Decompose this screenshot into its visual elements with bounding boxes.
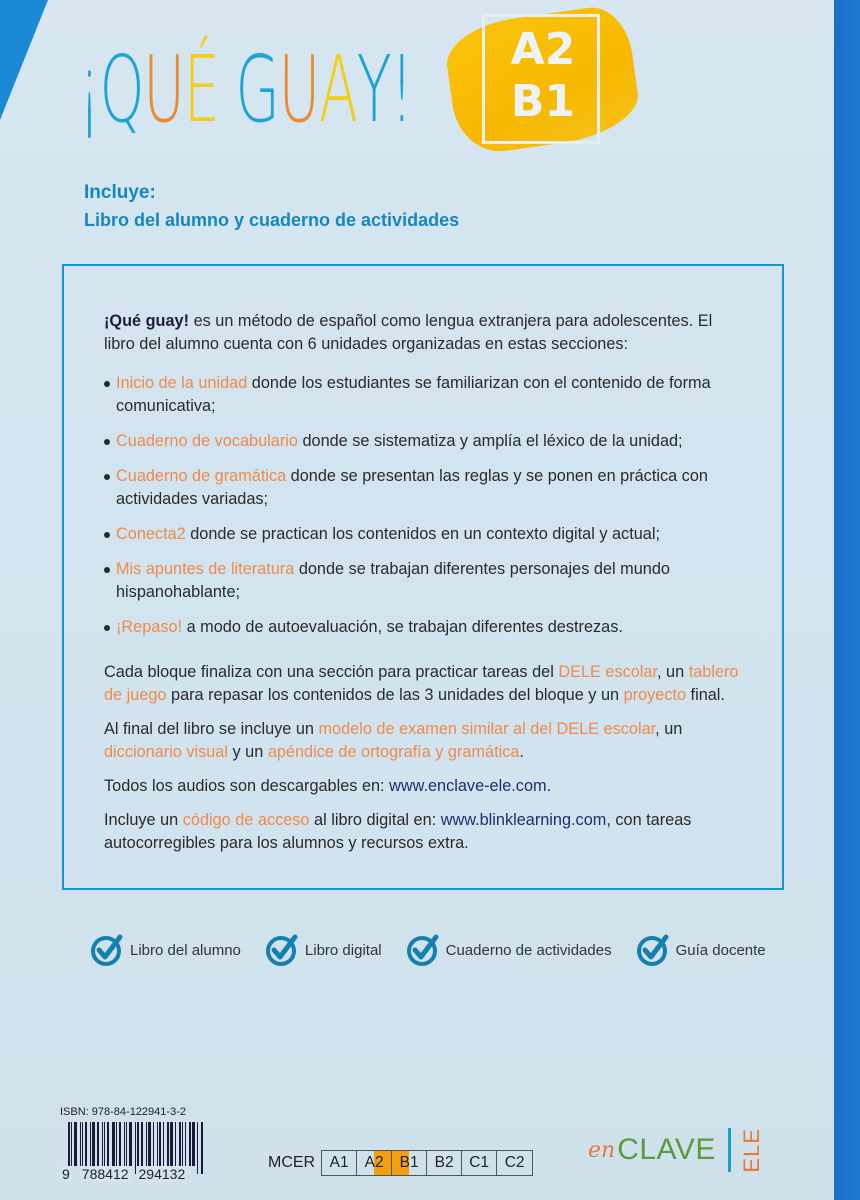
publisher-logo: en CLAVE ELE	[588, 1128, 764, 1173]
intro-brand: ¡Qué guay!	[104, 312, 190, 330]
includes-heading: Incluye:	[84, 182, 156, 203]
title-letter: Y	[356, 36, 391, 143]
title-letter: U	[143, 36, 184, 143]
component-item: Libro del alumno	[90, 932, 241, 968]
mcer-label: MCER	[268, 1154, 316, 1171]
title-letter: G	[235, 36, 279, 143]
mcer-level-c2: C2	[504, 1154, 525, 1171]
section-item: Mis apuntes de literatura donde se trabajan diferentes personajes del mundo hispanohablante;	[104, 558, 746, 604]
includes-subheading: Libro del alumno y cuaderno de actividades	[84, 210, 460, 230]
level-badge	[440, 0, 640, 160]
mcer-level-a1: A1	[322, 1151, 357, 1175]
component-item: Libro digital	[265, 932, 382, 968]
section-item: ¡Repaso! a modo de autoevaluación, se trabajan diferentes destrezas.	[104, 616, 746, 639]
title-letter: U	[278, 36, 319, 143]
book-title	[78, 36, 413, 143]
barcode	[60, 1122, 188, 1182]
title-letter: A	[318, 36, 357, 143]
intro-paragraph: ¡Qué guay! es un método de español como lengua extranjera para adolescentes. El libro del alumno cuenta con 6 unidades organizadas en estas secciones:	[104, 312, 713, 353]
includes-section	[84, 182, 459, 231]
audio-paragraph: Todos los audios son descargables en: www.enclave-ele.com.	[104, 777, 552, 795]
section-item: Inicio de la unidad donde los estudiantes se familiarizan con el contenido de forma comunicativa;	[104, 372, 746, 418]
title-letter: É	[183, 36, 219, 143]
end-paragraph: Al final del libro se incluye un modelo de examen similar al del DELE escolar, un diccionario visual y un apéndice de ortografía y gramática.	[104, 720, 683, 761]
isbn-block	[60, 1106, 188, 1182]
check-circle-icon	[90, 932, 126, 968]
mcer-level-a2: A2	[357, 1151, 392, 1175]
title-letter	[219, 44, 236, 136]
title-letter: !	[390, 36, 413, 143]
level-a2: A2	[510, 24, 576, 75]
enclave-url[interactable]: www.enclave-ele.com	[389, 777, 547, 795]
component-item: Cuaderno de actividades	[406, 932, 612, 968]
title-letter: Q	[99, 36, 144, 143]
barcode-digits: 9 788412 294132	[62, 1166, 186, 1182]
level-b1: B1	[510, 76, 576, 127]
block-paragraph: Cada bloque finaliza con una sección para practicar tareas del DELE escolar, un tablero de juego para repasar los contenidos de las 3 unidades del bloque y un proyecto final.	[104, 663, 739, 704]
section-item: Conecta2 donde se practican los contenidos en un contexto digital y actual;	[104, 523, 746, 546]
section-item: Cuaderno de gramática donde se presentan las reglas y se ponen en práctica con actividades variadas;	[104, 465, 746, 511]
sections-list	[104, 372, 746, 639]
title-letter: ¡	[78, 36, 100, 143]
check-circle-icon	[636, 932, 672, 968]
mcer-level-c1: C1	[462, 1151, 497, 1175]
component-item: Guía docente	[636, 932, 766, 968]
isbn-label: ISBN: 978-84-122941-3-2	[60, 1106, 186, 1118]
description-box	[62, 264, 784, 890]
blinklearning-url[interactable]: www.blinklearning.com	[440, 811, 607, 829]
mcer-levels	[321, 1150, 533, 1176]
corner-stripe-decoration	[0, 0, 48, 120]
access-paragraph: Incluye un código de acceso al libro digital en: www.blinklearning.com, con tareas autocorregibles para los alumnos y recursos extra.	[104, 811, 692, 852]
check-circle-icon	[406, 932, 442, 968]
section-item: Cuaderno de vocabulario donde se sistematiza y amplía el léxico de la unidad;	[104, 430, 746, 453]
barcode-bars	[68, 1122, 204, 1166]
book-spine-edge	[834, 0, 860, 1200]
mcer-level-b2: B2	[427, 1151, 462, 1175]
check-circle-icon	[265, 932, 301, 968]
mcer-scale	[268, 1150, 533, 1176]
logo-divider	[728, 1128, 731, 1172]
components-list	[90, 932, 790, 968]
mcer-level-b1: B1	[392, 1151, 427, 1175]
